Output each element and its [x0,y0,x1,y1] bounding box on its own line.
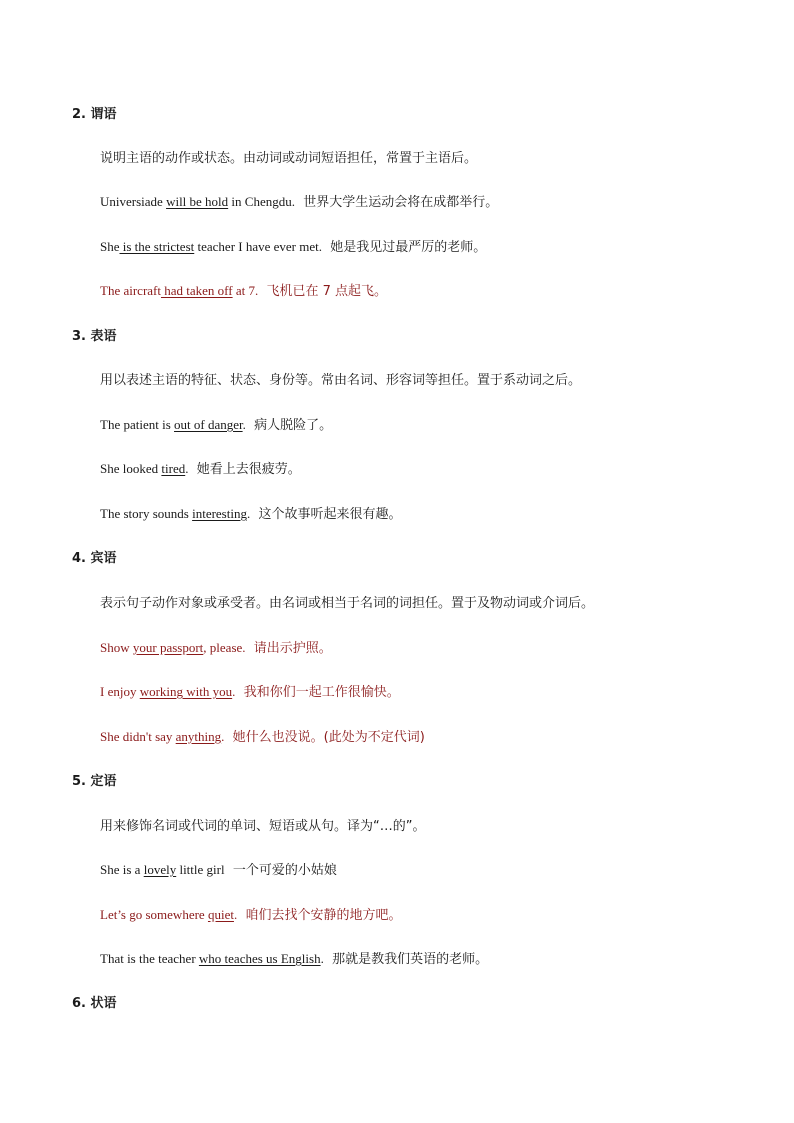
example-en-pre: She is a [100,862,144,877]
example-zh: 那就是教我们英语的老师。 [332,952,489,967]
example-sentence [100,681,400,700]
example-en-underlined: quiet [207,907,234,922]
example-sentence [100,726,425,745]
example-en-underlined: is the strictest [119,239,195,254]
example-en-post: . [185,461,189,476]
example-en-underlined: tired [161,461,186,476]
example-en-pre: Universiade [100,194,167,209]
section-heading-adverbial: 6. 状语 [72,996,117,1011]
example-en-post: . [233,907,238,922]
example-en-pre: That is the teacher [100,951,199,966]
example-sentence [100,859,337,878]
example-en-post: . [242,417,246,432]
example-en-underlined: who teaches us English [198,951,321,966]
example-sentence [100,414,332,433]
example-en-pre: She [100,239,120,254]
example-zh: 飞机已在 7 点起飞。 [266,284,388,299]
example-en-post: at 7. [232,283,259,298]
example-zh: 她看上去很疲劳。 [196,462,301,477]
example-en-underlined: working with you [139,684,233,699]
section-description: 表示句子动作对象或承受者。由名词或相当于名词的词担任。置于及物动词或介词后。 [100,596,595,611]
example-en-underlined: will be hold [166,194,229,209]
example-zh: 请出示护照。 [253,641,332,656]
example-en-underlined: your passport [132,640,204,655]
example-en-pre: The story sounds [100,506,193,521]
example-en-post: . [221,729,225,744]
example-zh: 我和你们一起工作很愉快。 [243,685,400,700]
example-en-underlined: interesting [192,506,247,521]
example-zh: 这个故事听起来很有趣。 [258,507,402,522]
example-zh: 她是我见过最严厉的老师。 [330,240,487,255]
example-en-post: in Chengdu. [228,194,295,209]
example-zh: 咱们去找个安静的地方吧。 [245,908,402,923]
example-en-post: little girl [176,862,225,877]
section-heading-attribute: 5. 定语 [72,774,117,789]
example-zh: 一个可爱的小姑娘 [232,863,337,878]
example-en-underlined: lovely [143,862,177,877]
example-en-pre: She didn't say [100,729,176,744]
example-en-underlined: out of danger [174,417,243,432]
example-zh: 病人脱险了。 [254,418,333,433]
example-sentence [100,904,401,923]
section-description: 用以表述主语的特征、状态、身份等。常由名词、形容词等担任。置于系动词之后。 [100,373,582,388]
example-en-post: . [320,951,324,966]
example-en-pre: The aircraft [100,283,161,298]
example-zh: 她什么也没说。(此处为不定代词) [232,730,425,745]
example-en-pre: She looked [100,461,162,476]
example-en-underlined: anything [175,729,222,744]
example-sentence [100,191,498,210]
example-en-post: teacher I have ever met. [194,239,323,254]
example-en-pre: Let’s go somewhere [100,907,208,922]
section-heading-object: 4. 宾语 [72,551,117,566]
example-en-pre: Show [100,640,133,655]
section-heading-predicative: 3. 表语 [72,329,117,344]
example-en-post: . [232,684,236,699]
example-sentence [100,948,488,967]
example-sentence [100,236,486,255]
example-en-pre: The patient is [100,417,175,432]
example-en-post: . [246,506,251,521]
section-description: 用来修饰名词或代词的单词、短语或从句。译为“…的”。 [100,819,426,834]
example-en-underlined: had taken off [160,283,233,298]
section-description: 说明主语的动作或状态。由动词或动词短语担任，常置于主语后。 [100,151,478,166]
section-heading-predicate: 2. 谓语 [72,107,117,122]
example-en-pre: I enjoy [100,684,140,699]
example-zh: 世界大学生运动会将在成都举行。 [303,195,499,210]
example-sentence [100,458,301,477]
example-sentence [100,280,387,299]
example-sentence [100,637,332,656]
example-sentence [100,503,402,522]
example-en-post: , please. [203,640,246,655]
